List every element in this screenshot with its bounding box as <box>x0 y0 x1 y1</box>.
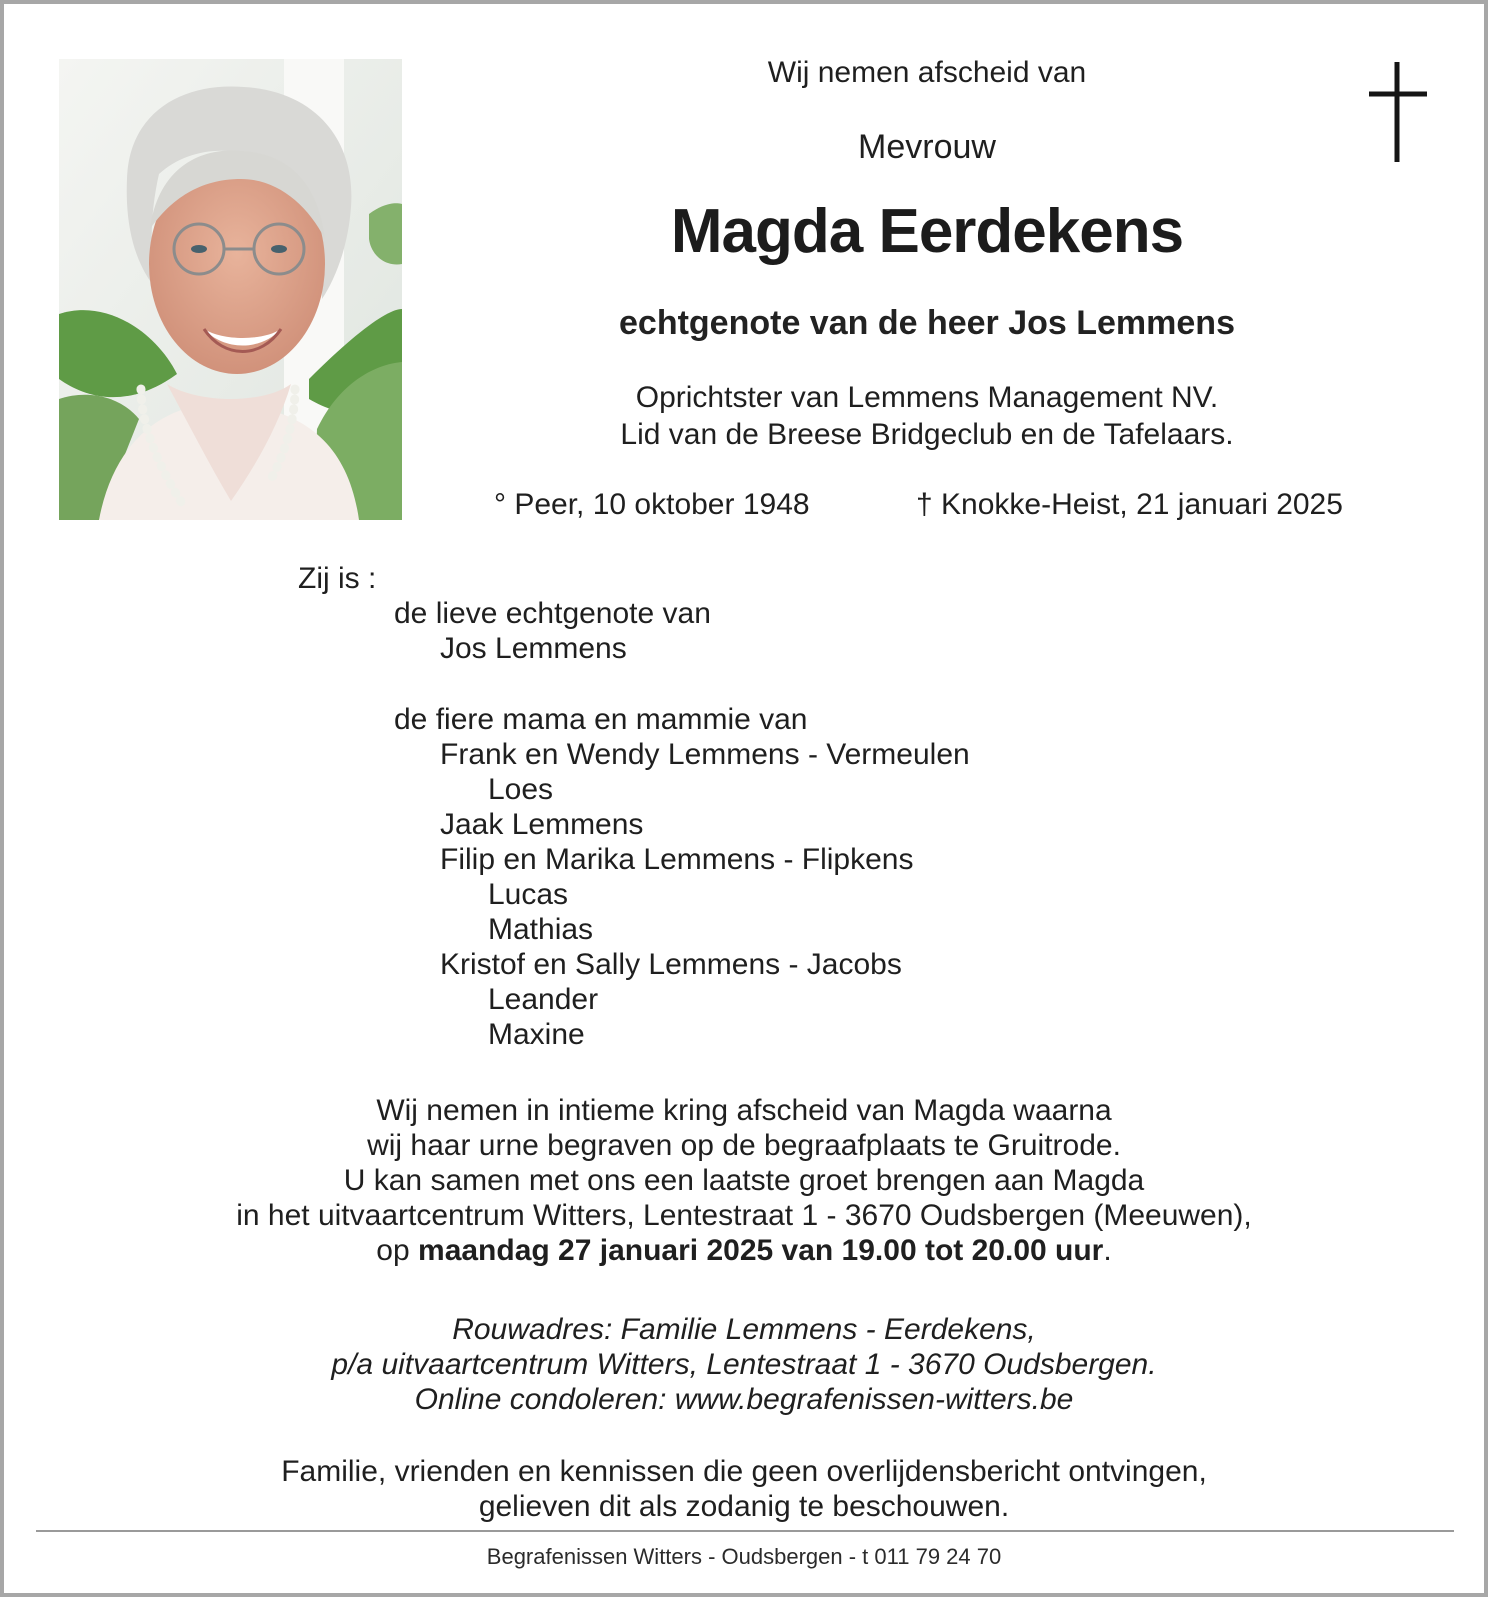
family-spacer <box>298 666 970 702</box>
deceased-name: Magda Eerdekens <box>670 197 1184 266</box>
family-heading: Zij is : <box>298 562 377 595</box>
grandchild-3: Mathias <box>488 913 594 946</box>
children-intro: de fiere mama en mammie van <box>394 703 808 736</box>
address-line-1: Rouwadres: Familie Lemmens - Eerdekens, <box>452 1313 1036 1346</box>
child-3: Filip en Marika Lemmens - Flipkens <box>440 843 914 876</box>
ceremony-date-time: maandag 27 januari 2025 van 19.00 tot 20.00 uur <box>418 1234 1104 1267</box>
grandchild-2: Lucas <box>488 878 569 911</box>
ceremony-line-4: in het uitvaartcentrum Witters, Lentestraat 1 - 3670 Oudsbergen (Meeuwen), <box>236 1199 1252 1232</box>
closing-line-2: gelieven dit als zodanig te beschouwen. <box>478 1490 1010 1523</box>
portrait-illustration <box>59 59 402 520</box>
condolence-link[interactable]: Online condoleren: www.begrafenissen-witters.be <box>414 1383 1074 1416</box>
intro-text: Wij nemen afscheid van <box>767 56 1087 89</box>
ceremony-line-5-prefix: op <box>376 1234 419 1267</box>
grandchild-4: Leander <box>488 983 599 1016</box>
honorific-title: Mevrouw <box>858 128 996 166</box>
grandchild-1: Loes <box>488 773 554 806</box>
spouse-name: Jos Lemmens <box>440 632 627 665</box>
role-line-1: Oprichtster van Lemmens Management NV. <box>635 381 1219 414</box>
birth-date: ° Peer, 10 oktober 1948 <box>494 488 810 521</box>
grandchild-5: Maxine <box>488 1018 585 1051</box>
ceremony-line-2: wij haar urne begraven op de begraafplaats te Gruitrode. <box>367 1129 1121 1162</box>
closing-line-1: Familie, vrienden en kennissen die geen overlijdensbericht ontvingen, <box>281 1455 1207 1488</box>
closing-section <box>44 1454 1444 1524</box>
child-2: Jaak Lemmens <box>440 808 644 841</box>
address-section <box>44 1312 1444 1417</box>
ceremony-line-1: Wij nemen in intieme kring afscheid van Magda waarna <box>376 1094 1112 1127</box>
roles-section <box>422 379 1432 453</box>
role-line-2: Lid van de Breese Bridgeclub en de Tafelaars. <box>620 418 1234 451</box>
ceremony-line-3: U kan samen met ons een laatste groet brengen aan Magda <box>343 1164 1145 1197</box>
ceremony-section <box>44 1093 1444 1268</box>
portrait-photo <box>59 59 402 520</box>
child-4: Kristof en Sally Lemmens - Jacobs <box>440 948 902 981</box>
ceremony-line-5 <box>44 1233 1444 1268</box>
address-line-2: p/a uitvaartcentrum Witters, Lentestraat 1 - 3670 Oudsbergen. <box>331 1348 1157 1381</box>
footer-divider <box>36 1530 1454 1532</box>
ceremony-line-5-suffix: . <box>1103 1234 1112 1267</box>
child-1: Frank en Wendy Lemmens - Vermeulen <box>440 738 970 771</box>
death-date: † Knokke-Heist, 21 januari 2025 <box>916 488 1343 521</box>
spouse-intro: de lieve echtgenote van <box>394 597 711 630</box>
spouse-line: echtgenote van de heer Jos Lemmens <box>619 304 1235 342</box>
family-section <box>298 561 970 1052</box>
funeral-home-footer: Begrafenissen Witters - Oudsbergen - t 011 79 24 70 <box>486 1544 1002 1569</box>
